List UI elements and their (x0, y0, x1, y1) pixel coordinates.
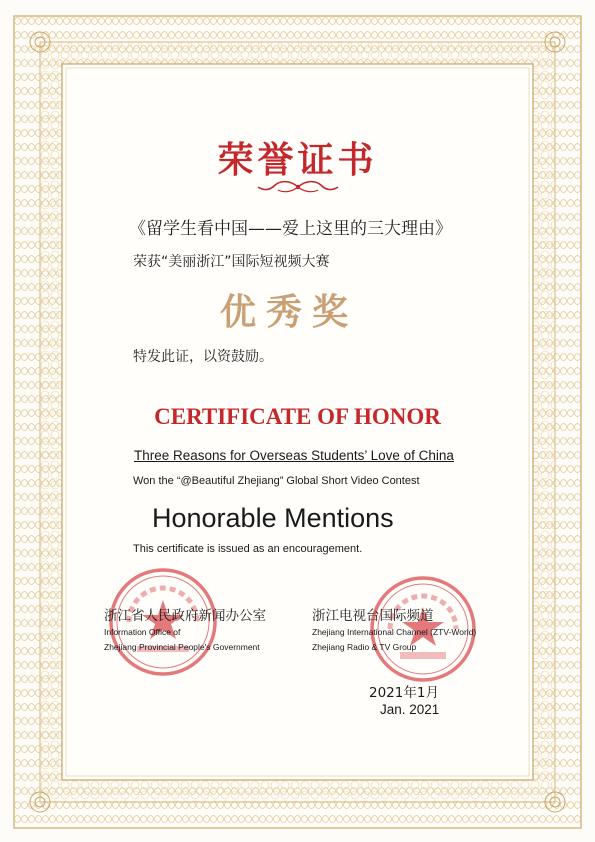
left-issuer-name-cn: 浙江省人民政府新闻办公室 (104, 608, 266, 624)
encouragement-en: This certificate is issued as an encouragement. (133, 543, 363, 555)
subject-title-en: Three Reasons for Overseas Students’ Love of China (134, 448, 454, 463)
right-issuer-name-cn: 浙江电视台国际频道 (312, 608, 434, 624)
right-issuer-name-en-line1: Zhejiang International Channel (ZTV-World) (312, 627, 477, 637)
certificate-title-en: CERTIFICATE OF HONOR (154, 404, 441, 429)
contest-line-en: Won the “@Beautiful Zhejiang” Global Short Video Contest (133, 475, 420, 487)
subject-title-cn: 《留学生看中国——爱上这里的三大理由》 (129, 219, 452, 239)
issue-date-cn: 2021年1月 (369, 685, 439, 701)
certificate-title-cn: 荣誉证书 (217, 139, 378, 181)
issue-date-en: Jan. 2021 (380, 702, 440, 717)
left-issuer-name-en-line1: Information Office of (104, 627, 181, 637)
left-issuer-name-en-line2: Zhejiang Provincial People's Government (104, 642, 260, 652)
encouragement-cn: 特发此证，以资鼓励。 (133, 349, 273, 365)
award-name-en: Honorable Mentions (152, 503, 394, 533)
right-issuer-name-en-line2: Zhejiang Radio & TV Group (312, 642, 417, 652)
contest-line-cn: 荣获“美丽浙江”国际短视频大赛 (133, 254, 330, 270)
flourish-ornament-icon (252, 178, 344, 196)
award-name-cn: 优秀奖 (220, 291, 359, 333)
